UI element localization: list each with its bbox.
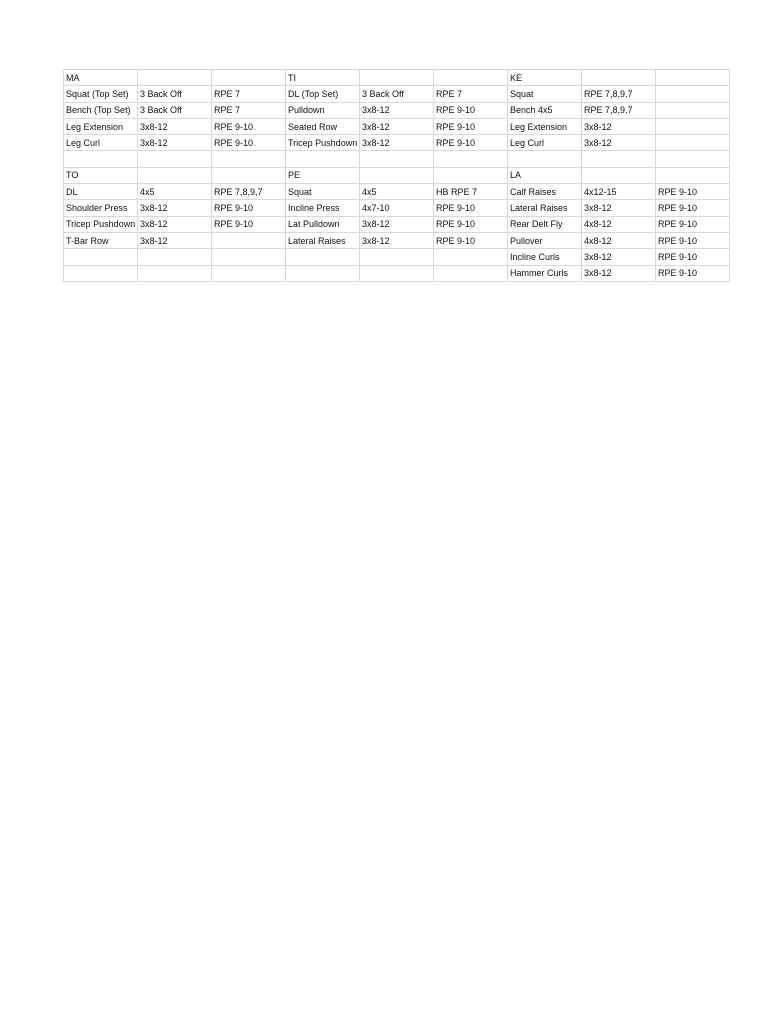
table-cell [656, 118, 730, 134]
table-cell: RPE 7 [434, 86, 508, 102]
table-cell: 3x8-12 [138, 135, 212, 151]
table-cell: 3x8-12 [582, 265, 656, 281]
table-cell: 3x8-12 [582, 135, 656, 151]
table-row [64, 184, 730, 200]
table-cell: RPE 7,8,9,7 [582, 86, 656, 102]
table-cell [212, 151, 286, 167]
table-cell [212, 167, 286, 183]
table-cell [508, 151, 582, 167]
table-cell: 4x8-12 [582, 232, 656, 248]
table-cell: RPE 7 [212, 102, 286, 118]
table-cell: KE [508, 70, 582, 86]
table-cell: TI [286, 70, 360, 86]
table-cell: Squat [286, 184, 360, 200]
table-cell: MA [64, 70, 138, 86]
table-cell: 3x8-12 [582, 249, 656, 265]
table-cell: Pulldown [286, 102, 360, 118]
table-cell: 3x8-12 [582, 200, 656, 216]
table-cell [286, 249, 360, 265]
table-cell: RPE 7,8,9,7 [212, 184, 286, 200]
table-cell [434, 167, 508, 183]
table-row [64, 249, 730, 265]
table-cell [138, 151, 212, 167]
table-cell [286, 151, 360, 167]
table-cell [360, 167, 434, 183]
table-cell: 4x5 [138, 184, 212, 200]
table-cell: RPE 9-10 [434, 102, 508, 118]
table-cell [360, 151, 434, 167]
table-cell: Lateral Raises [508, 200, 582, 216]
table-cell [138, 70, 212, 86]
table-cell: RPE 9-10 [212, 118, 286, 134]
table-cell: RPE 7 [212, 86, 286, 102]
table-cell: 3 Back Off [138, 102, 212, 118]
table-cell: Lat Pulldown [286, 216, 360, 232]
table-cell [64, 249, 138, 265]
table-cell: Rear Delt Fly [508, 216, 582, 232]
table-row [64, 167, 730, 183]
table-cell [212, 249, 286, 265]
table-cell: 3x8-12 [360, 135, 434, 151]
table-cell: 3x8-12 [138, 118, 212, 134]
table-cell: Bench (Top Set) [64, 102, 138, 118]
table-cell: 3x8-12 [582, 118, 656, 134]
table-cell: DL (Top Set) [286, 86, 360, 102]
table-cell: LA [508, 167, 582, 183]
table-cell: 3x8-12 [138, 232, 212, 248]
table-cell: RPE 9-10 [656, 184, 730, 200]
table-cell: Leg Curl [508, 135, 582, 151]
table-cell: Leg Extension [64, 118, 138, 134]
table-cell: 3x8-12 [138, 200, 212, 216]
table-cell: 4x7-10 [360, 200, 434, 216]
table-cell [360, 265, 434, 281]
table-cell: Lateral Raises [286, 232, 360, 248]
table-cell: RPE 9-10 [434, 200, 508, 216]
workout-spreadsheet [63, 69, 730, 282]
table-cell: RPE 9-10 [212, 135, 286, 151]
table-cell: Squat [508, 86, 582, 102]
table-cell: 3 Back Off [138, 86, 212, 102]
table-row [64, 200, 730, 216]
table-cell: Squat (Top Set) [64, 86, 138, 102]
table-cell: RPE 9-10 [434, 232, 508, 248]
table-cell: 4x8-12 [582, 216, 656, 232]
table-row [64, 118, 730, 134]
table-cell [656, 151, 730, 167]
table-cell [582, 167, 656, 183]
table-cell: DL [64, 184, 138, 200]
table-cell [656, 135, 730, 151]
table-cell [286, 265, 360, 281]
table-cell: RPE 9-10 [656, 265, 730, 281]
table-cell: 4x5 [360, 184, 434, 200]
table-cell: 3x8-12 [360, 232, 434, 248]
table-cell [360, 70, 434, 86]
table-cell [138, 167, 212, 183]
table-cell: TO [64, 167, 138, 183]
table-cell: RPE 9-10 [656, 249, 730, 265]
table-cell [656, 167, 730, 183]
table-row [64, 151, 730, 167]
spreadsheet-body [64, 70, 730, 282]
table-row [64, 265, 730, 281]
table-cell [138, 265, 212, 281]
table-cell: Calf Raises [508, 184, 582, 200]
table-cell [360, 249, 434, 265]
table-cell [138, 249, 212, 265]
table-cell: 3x8-12 [360, 216, 434, 232]
table-cell [582, 151, 656, 167]
table-cell: Seated Row [286, 118, 360, 134]
table-cell: RPE 9-10 [656, 232, 730, 248]
table-cell: Incline Press [286, 200, 360, 216]
table-row [64, 102, 730, 118]
table-cell [64, 265, 138, 281]
table-cell [434, 249, 508, 265]
table-row [64, 216, 730, 232]
table-cell [434, 265, 508, 281]
table-row [64, 86, 730, 102]
table-cell [434, 151, 508, 167]
table-cell [212, 70, 286, 86]
table-cell: Incline Curls [508, 249, 582, 265]
table-cell: Leg Curl [64, 135, 138, 151]
table-cell [656, 86, 730, 102]
table-cell: 3x8-12 [360, 102, 434, 118]
table-cell: Leg Extension [508, 118, 582, 134]
table-cell: RPE 7,8,9,7 [582, 102, 656, 118]
table-cell: 3x8-12 [138, 216, 212, 232]
table-cell [212, 232, 286, 248]
table-cell: 3x8-12 [360, 118, 434, 134]
table-cell: Hammer Curls [508, 265, 582, 281]
table-cell [64, 151, 138, 167]
table-cell: PE [286, 167, 360, 183]
table-cell: RPE 9-10 [212, 200, 286, 216]
table-cell [582, 70, 656, 86]
table-cell: RPE 9-10 [656, 216, 730, 232]
table-cell: RPE 9-10 [212, 216, 286, 232]
table-row [64, 135, 730, 151]
table-cell: RPE 9-10 [434, 216, 508, 232]
table-cell: 3 Back Off [360, 86, 434, 102]
table-cell [212, 265, 286, 281]
table-cell: Bench 4x5 [508, 102, 582, 118]
table-row [64, 232, 730, 248]
table-cell: HB RPE 7 [434, 184, 508, 200]
table-cell: Shoulder Press [64, 200, 138, 216]
table-cell: RPE 9-10 [434, 118, 508, 134]
table-cell: T-Bar Row [64, 232, 138, 248]
table-row [64, 70, 730, 86]
table-cell: RPE 9-10 [656, 200, 730, 216]
table-cell: Pullover [508, 232, 582, 248]
table-cell [656, 70, 730, 86]
table-cell: Tricep Pushdown [286, 135, 360, 151]
table-cell: 4x12-15 [582, 184, 656, 200]
table-cell: Tricep Pushdown [64, 216, 138, 232]
table-cell [656, 102, 730, 118]
table-cell: RPE 9-10 [434, 135, 508, 151]
table-cell [434, 70, 508, 86]
